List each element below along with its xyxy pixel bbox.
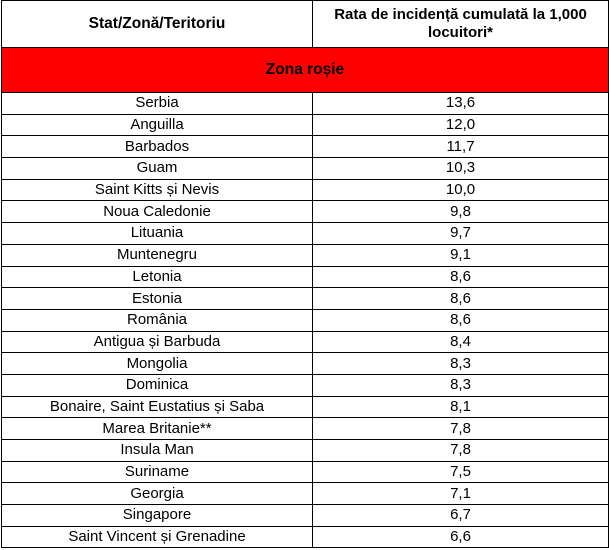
table-row bbox=[2, 223, 609, 245]
incidence-value-cell: 12,0 bbox=[313, 114, 609, 136]
country-cell: Insula Man bbox=[2, 440, 313, 462]
country-cell: Serbia bbox=[2, 93, 313, 115]
zone-section-row bbox=[2, 48, 609, 93]
incidence-value-cell: 8,3 bbox=[313, 353, 609, 375]
table-row bbox=[2, 179, 609, 201]
incidence-value-cell: 8,6 bbox=[313, 266, 609, 288]
table-row bbox=[2, 418, 609, 440]
country-cell: Barbados bbox=[2, 136, 313, 158]
incidence-value-cell: 7,8 bbox=[313, 440, 609, 462]
incidence-table bbox=[1, 0, 609, 548]
incidence-value-cell: 8,3 bbox=[313, 374, 609, 396]
country-cell: Saint Vincent și Grenadine bbox=[2, 526, 313, 548]
country-cell: Antigua și Barbuda bbox=[2, 331, 313, 353]
header-incidence-rate-line2: locuitori* bbox=[427, 24, 493, 41]
header-incidence-rate bbox=[313, 1, 609, 48]
country-cell: Noua Caledonie bbox=[2, 201, 313, 223]
incidence-value-cell: 9,8 bbox=[313, 201, 609, 223]
incidence-value-cell: 8,4 bbox=[313, 331, 609, 353]
country-cell: Marea Britanie** bbox=[2, 418, 313, 440]
country-cell: Bonaire, Saint Eustatius și Saba bbox=[2, 396, 313, 418]
table-row bbox=[2, 461, 609, 483]
incidence-value-cell: 13,6 bbox=[313, 93, 609, 115]
country-cell: Anguilla bbox=[2, 114, 313, 136]
country-cell: Suriname bbox=[2, 461, 313, 483]
table-row bbox=[2, 396, 609, 418]
incidence-value-cell: 9,1 bbox=[313, 244, 609, 266]
table-row bbox=[2, 266, 609, 288]
country-cell: Estonia bbox=[2, 288, 313, 310]
incidence-value-cell: 7,5 bbox=[313, 461, 609, 483]
country-cell: România bbox=[2, 309, 313, 331]
incidence-value-cell: 8,1 bbox=[313, 396, 609, 418]
country-cell: Lituania bbox=[2, 223, 313, 245]
header-incidence-rate-line1: Rata de incidență cumulată la 1,000 bbox=[334, 6, 587, 23]
incidence-value-cell: 11,7 bbox=[313, 136, 609, 158]
table-row bbox=[2, 136, 609, 158]
table-row bbox=[2, 440, 609, 462]
incidence-value-cell: 10,3 bbox=[313, 158, 609, 180]
country-cell: Dominica bbox=[2, 374, 313, 396]
table-row bbox=[2, 374, 609, 396]
table-header-row bbox=[2, 1, 609, 48]
country-cell: Saint Kitts și Nevis bbox=[2, 179, 313, 201]
table-row bbox=[2, 244, 609, 266]
incidence-value-cell: 9,7 bbox=[313, 223, 609, 245]
table-row bbox=[2, 353, 609, 375]
incidence-value-cell: 10,0 bbox=[313, 179, 609, 201]
country-cell: Mongolia bbox=[2, 353, 313, 375]
country-cell: Letonia bbox=[2, 266, 313, 288]
table-row bbox=[2, 288, 609, 310]
table-row bbox=[2, 526, 609, 548]
country-cell: Muntenegru bbox=[2, 244, 313, 266]
country-cell: Georgia bbox=[2, 483, 313, 505]
incidence-value-cell: 6,7 bbox=[313, 505, 609, 527]
table-row bbox=[2, 483, 609, 505]
country-cell: Guam bbox=[2, 158, 313, 180]
table-row bbox=[2, 114, 609, 136]
incidence-value-cell: 8,6 bbox=[313, 309, 609, 331]
zone-label: Zona roșie bbox=[2, 48, 609, 93]
header-country: Stat/Zonă/Teritoriu bbox=[2, 1, 313, 48]
table-row bbox=[2, 309, 609, 331]
table-row bbox=[2, 331, 609, 353]
table-row bbox=[2, 93, 609, 115]
country-cell: Singapore bbox=[2, 505, 313, 527]
incidence-value-cell: 7,1 bbox=[313, 483, 609, 505]
incidence-value-cell: 7,8 bbox=[313, 418, 609, 440]
incidence-value-cell: 8,6 bbox=[313, 288, 609, 310]
table-row bbox=[2, 158, 609, 180]
table-row bbox=[2, 505, 609, 527]
table-row bbox=[2, 201, 609, 223]
incidence-value-cell: 6,6 bbox=[313, 526, 609, 548]
